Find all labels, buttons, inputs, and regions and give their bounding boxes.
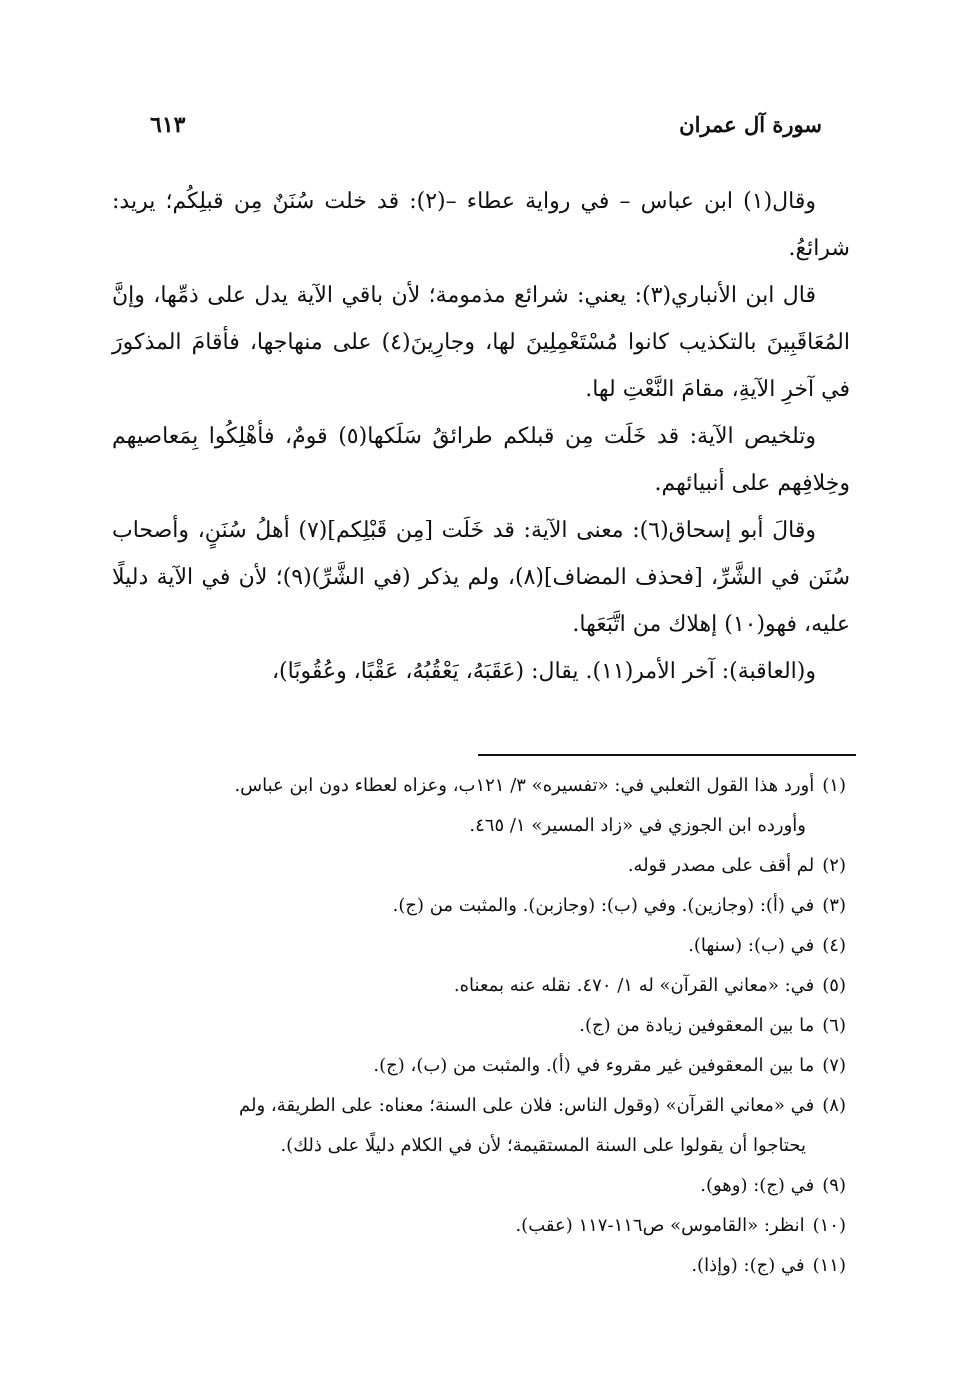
footnote-number: (٤) xyxy=(822,935,846,956)
footnote-divider xyxy=(478,754,856,756)
footnote xyxy=(112,1246,850,1286)
footnote-text: في «معاني القرآن» (وقول الناس: فلان على السنة؛ معناه: على الطريقة، ولم xyxy=(239,1095,815,1116)
footnote-number: (٧) xyxy=(822,1055,846,1076)
paragraph: وقال(١) ابن عباس – في رواية عطاء –(٢): قد خلت سُنَنٌ مِن قبلِكُم؛ يريد: شرائعُ. xyxy=(112,189,850,261)
footnote-text: في (ج): (وهو). xyxy=(700,1175,815,1196)
paragraph: قال ابن الأنباري(٣): يعني: شرائع مذمومة؛ لأن باقي الآية يدل على ذمِّها، وإنَّ المُعَاقَبِينَ بالتكذيب كانوا مُسْتَعْمِلِينَ لها، وجارِينَ(٤) على منهاجها، فأقامَ المذكورَ في آخرِ الآيةِ، مقامَ النَّعْتِ لها. xyxy=(112,283,850,402)
footnote-number: (٩) xyxy=(822,1175,846,1196)
footnote-number: (١١) xyxy=(812,1255,846,1276)
paragraph: وقالَ أبو إسحاق(٦): معنى الآية: قد خَلَت [مِن قَبْلِكم](٧) أهلُ سُنَنٍ، وأصحاب سُنَن في الشَّرِّ، [فحذف المضاف](٨)، ولم يذكر (في الشَّرِّ)(٩)؛ لأن في الآية دليلًا عليه، فهو(١٠) إهلاك من اتَّبَعَها. xyxy=(112,518,850,637)
footnote-text: ما بين المعقوفين غير مقروء في (أ). والمثبت من (ب)، (ج). xyxy=(373,1055,815,1076)
footnote-number: (٢) xyxy=(822,855,846,876)
footnote xyxy=(112,926,850,966)
footnote-text: لم أقف على مصدر قوله. xyxy=(627,855,815,876)
footnote xyxy=(112,846,850,886)
footnotes xyxy=(112,766,850,1286)
footnote-number: (٣) xyxy=(822,895,846,916)
footnote-text: في (ب): (سنها). xyxy=(688,935,815,956)
footnote xyxy=(112,1086,850,1166)
footnote-number: (١٠) xyxy=(812,1215,846,1236)
footnote-continuation: وأورده ابن الجوزي في «زاد المسير» ١/ ٤٦٥. xyxy=(469,815,806,836)
page-number: ٦١٣ xyxy=(150,112,186,138)
footnote-text: ما بين المعقوفين زيادة من (ج). xyxy=(579,1015,815,1036)
footnote-text: انظر: «القاموس» ص١١٦-١١٧ (عقب). xyxy=(515,1215,805,1236)
footnote xyxy=(112,1206,850,1246)
footnote xyxy=(112,1166,850,1206)
footnote xyxy=(112,1006,850,1046)
footnote-continuation: يحتاجوا أن يقولوا على السنة المستقيمة؛ لأن في الكلام دليلًا على ذلك). xyxy=(280,1135,806,1156)
footnote-number: (٦) xyxy=(822,1015,846,1036)
footnote-number: (٨) xyxy=(822,1095,846,1116)
paragraph: وتلخيص الآية: قد خَلَت مِن قبلكم طرائقُ سَلَكها(٥) قومٌ، فأهْلِكُوا بِمَعاصيهم وخِلافِهم على أنبيائهم. xyxy=(112,424,850,496)
footnote-number: (٥) xyxy=(822,975,846,996)
footnote xyxy=(112,966,850,1006)
footnote-text: في (أ): (وجازين). وفي (ب): (وجازبن). والمثبت من (ج). xyxy=(392,895,815,916)
footnote xyxy=(112,1046,850,1086)
surah-title: سورة آل عمران xyxy=(679,112,822,137)
footnote xyxy=(112,766,850,846)
main-text xyxy=(112,178,850,695)
footnote-number: (١) xyxy=(822,775,846,796)
footnote xyxy=(112,886,850,926)
paragraph: و(العاقبة): آخر الأمر(١١). يقال: (عَقَبَهُ، يَعْقُبُهُ، عَقْبًا، وعُقُوبًا)، xyxy=(271,659,816,684)
footnote-text: أورد هذا القول الثعلبي في: «تفسيره» ٣/ ١٢١ب، وعزاه لعطاء دون ابن عباس. xyxy=(234,775,815,796)
page-header xyxy=(150,112,822,152)
footnote-text: في: «معاني القرآن» له ١/ ٤٧٠. نقله عنه بمعناه. xyxy=(453,975,815,996)
footnote-text: في (ج): (وإذا). xyxy=(691,1255,805,1276)
